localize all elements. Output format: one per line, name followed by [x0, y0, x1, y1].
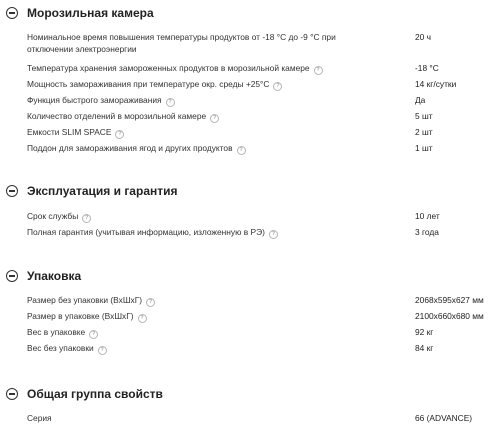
spec-name: Количество отделений в морозильной камере [27, 111, 207, 121]
spec-value: 2 шт [415, 127, 433, 137]
spec-name: Поддон для замораживания ягод и других продуктов [27, 143, 233, 153]
spec-name: Серия [27, 413, 52, 423]
info-icon[interactable] [82, 214, 91, 223]
spec-name: Полная гарантия (учитывая информацию, изложенную в РЭ) [27, 227, 265, 237]
spec-name: Номинальное время повышения температуры продуктов от -18 °C до -9 °C при отключении электроэнергии [27, 32, 336, 54]
collapse-icon[interactable] [6, 388, 18, 400]
info-icon[interactable] [237, 146, 246, 155]
section-title: Морозильная камера [27, 6, 154, 20]
spec-value: 3 года [415, 227, 439, 237]
section-header-general[interactable] [6, 386, 163, 402]
spec-value: 66 (ADVANCE) [415, 413, 473, 423]
spec-name: Размер без упаковки (ВхШхГ) [27, 295, 143, 305]
collapse-icon[interactable] [6, 270, 18, 282]
spec-value: 5 шт [415, 111, 433, 121]
spec-value: 10 лет [415, 211, 440, 221]
spec-value: 14 кг/сутки [415, 79, 457, 89]
spec-value: -18 °C [415, 63, 439, 73]
spec-value: 92 кг [415, 327, 434, 337]
collapse-icon[interactable] [6, 7, 18, 19]
info-icon[interactable] [269, 230, 278, 239]
section-header-operation[interactable] [6, 183, 178, 199]
spec-value: 2068x595x627 мм [415, 295, 484, 305]
collapse-icon[interactable] [6, 185, 18, 197]
spec-name: Вес без упаковки [27, 343, 94, 353]
spec-value: 84 кг [415, 343, 434, 353]
info-icon[interactable] [89, 330, 98, 339]
spec-name: Размер в упаковке (ВхШхГ) [27, 311, 134, 321]
info-icon[interactable] [273, 82, 282, 91]
spec-value: Да [415, 95, 426, 105]
spec-name: Температура хранения замороженных продуктов в морозильной камере [27, 63, 310, 73]
info-icon[interactable] [138, 314, 147, 323]
info-icon[interactable] [115, 130, 124, 139]
section-header-freezer[interactable] [6, 5, 154, 21]
info-icon[interactable] [146, 298, 155, 307]
spec-name: Срок службы [27, 211, 79, 221]
section-title: Упаковка [27, 269, 82, 283]
spec-name: Вес в упаковке [27, 327, 86, 337]
section-header-packaging[interactable] [6, 268, 81, 284]
info-icon[interactable] [98, 346, 107, 355]
info-icon[interactable] [166, 98, 175, 107]
spec-name: Емкости SLIM SPACE [27, 127, 112, 137]
spec-value: 2100x660x680 мм [415, 311, 484, 321]
spec-value: 20 ч [415, 32, 432, 42]
section-title: Общая группа свойств [27, 387, 163, 401]
spec-name: Мощность замораживания при температуре окр. среды +25°C [27, 79, 270, 89]
section-title: Эксплуатация и гарантия [27, 184, 178, 198]
spec-value: 1 шт [415, 143, 433, 153]
info-icon[interactable] [314, 66, 323, 75]
info-icon[interactable] [210, 114, 219, 123]
spec-name: Функция быстрого замораживания [27, 95, 162, 105]
